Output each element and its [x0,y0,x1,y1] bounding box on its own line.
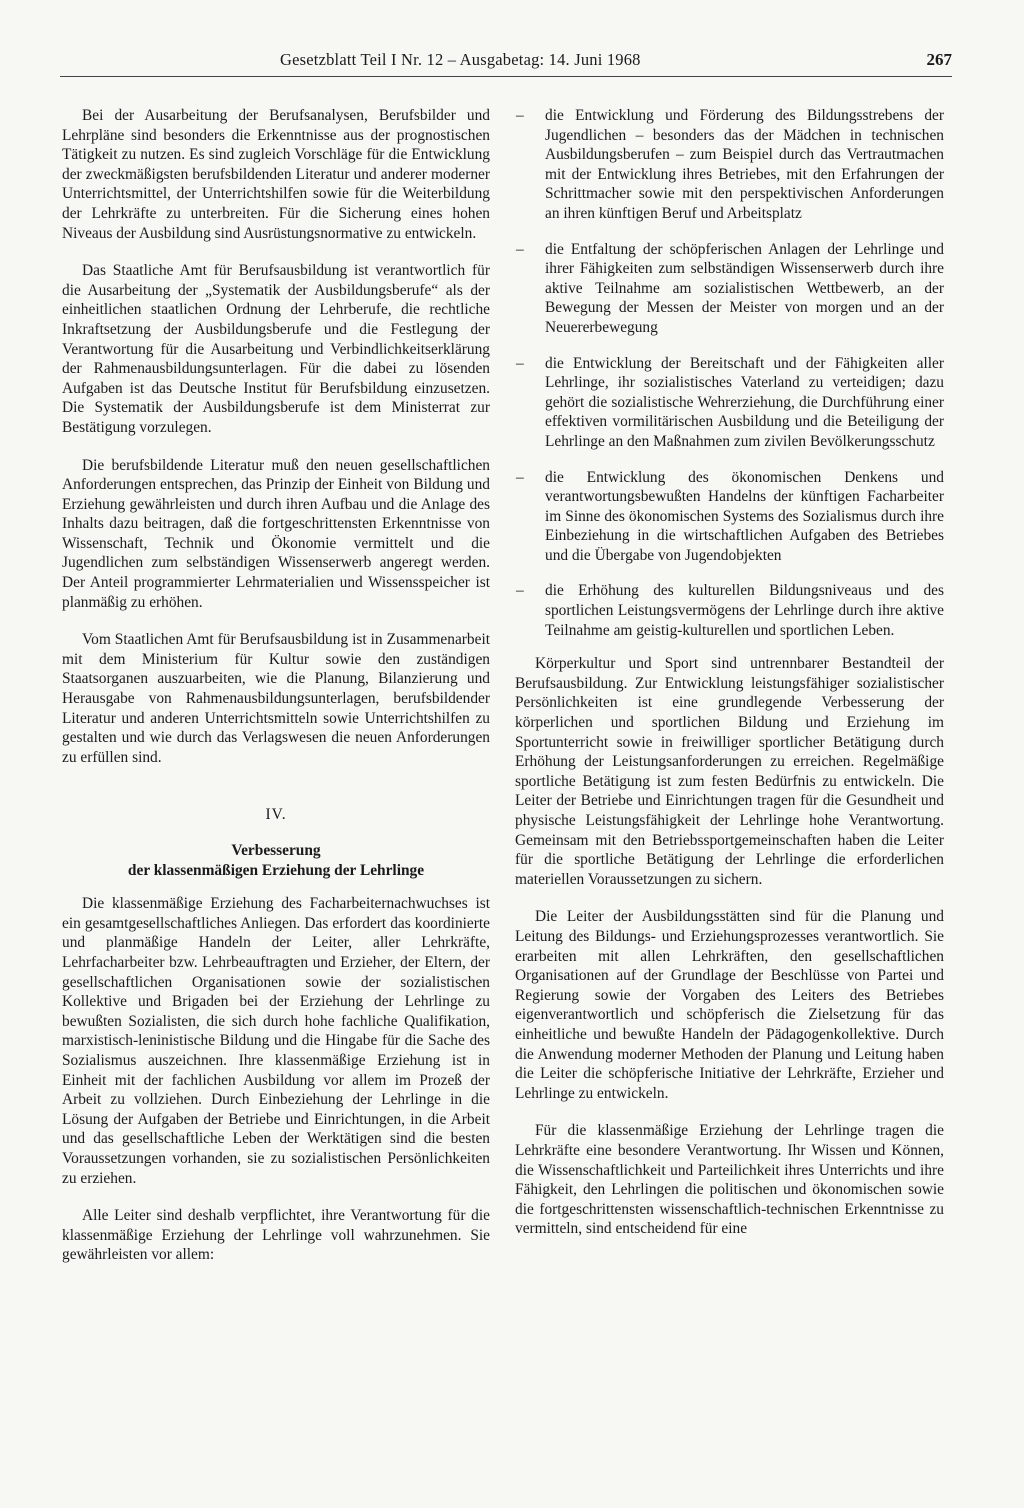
dash-bullet: – [516,354,524,372]
list-item [515,354,944,452]
right-column [515,106,944,1239]
dash-bullet: – [516,107,524,124]
dash-list [515,106,944,640]
section-number: IV. [265,806,287,824]
paragraph: Die klassenmäßige Erziehung des Facharbeiternachwuchses ist ein gesamtgesellschaftliches Anliegen. Das erfordert das koordinierte und planmäßige Handeln der Leiter, aller Lehrkräfte, Lehrfacharbeiter bzw. Lehrbeauftragten und Erzieher, der Eltern, der gesellschaftlichen Organisationen sowie der sozialistischen Kollektive und Brigaden bei der Erziehung der Lehrlinge zu bewußten Sozialisten, die sich durch hohe fachliche Qualifikation, marxistisch-leninistische Bildung und die Hingabe für die Sache des Sozialismus auszeichnen. Ihre klassenmäßige Erziehung ist in Einheit mit der fachlichen Ausbildung vor allem im Prozeß der Arbeit zu vollziehen. Durch Einbeziehung der Lehrlinge in die Lösung der Aufgaben der Betriebe und Einrichtungen, in die Arbeit und das gesellschaftliche Leben der Werktätigen sind die besten Voraussetzungen vorhanden, sie zu sozialistischen Persönlichkeiten zu erziehen. [62,895,490,1187]
dash-bullet: – [516,240,524,258]
section-title-line: der klassenmäßigen Erziehung der Lehrlinge [127,861,425,879]
section-title-line: Verbesserung [231,842,321,859]
list-item [515,581,944,640]
page-number: 267 [926,50,952,69]
page-header [60,50,952,77]
list-item-text: die Entfaltung der schöpferischen Anlagen der Lehrlinge und ihrer Fähigkeiten zum selbständigen Wissenserwerb durch ihre aktive Teilnahme am sozialistischen Wettbewerb, an der Bewegung der Messen der Meister von morgen und an der Neuererbewegung [545,240,944,336]
paragraph: Die Leiter der Ausbildungsstätten sind für die Planung und Leitung des Bildungs- und Erziehungsprozesses verantwortlich. Sie erarbeiten mit allen Lehrkräften, den gesellschaftlichen Organisationen auf der Grundlage der Beschlüsse von Partei und Regierung sowie der Vorgaben des Leiters des Betriebes eigenverantwortlich und schöpferisch die Zielsetzung für das einheitliche und bewußte Handeln der Pädagogenkollektive. Durch die Anwendung moderner Methoden der Planung und Leitung haben die Leiter die schöpferische Initiative der Lehrkräfte, Erzieher und Lehrlinge zu entwickeln. [515,908,944,1102]
paragraph: Das Staatliche Amt für Berufsausbildung ist verantwortlich für die Ausarbeitung der „Systematik der Ausbildungsberufe“ als der einheitlichen staatlichen Ordnung der Lehrberufe, die rechtliche Inkraftsetzung der Ausbildungsberufe und die Festlegung der Verantwortung für die Ausarbeitung und Verbindlichkeitserklärung der Rahmenausbildungsunterlagen. Für die dabei zu lösenden Aufgaben ist das Deutsche Institut für Berufsbildung einzusetzen. Die Systematik der Ausbildungsberufe ist dem Ministerrat zur Bestätigung vorzulegen. [62,262,490,436]
list-item [515,468,944,566]
paragraph: Bei der Ausarbeitung der Berufsanalysen, Berufsbilder und Lehrpläne sind besonders die Erkenntnisse aus der prognostischen Tätigkeit zu nutzen. Es sind zugleich Vorschläge für die Entwicklung der zweckmäßigsten berufsbildenden Literatur und anderer moderner Unterrichtsmittel, der Unterrichtshilfen sowie für die Weiterbildung der Lehrkräfte zu unterbreiten. Für die Sicherung eines hohen Niveaus der Ausbildung sind Ausrüstungsnormative zu entwickeln. [62,107,490,242]
list-item [515,106,944,224]
list-item-text: die Entwicklung des ökonomischen Denkens und verantwortungsbewußten Handelns der künftigen Facharbeiter im Sinne des ökonomischen Systems des Sozialismus durch ihre Einbeziehung in die wirtschaftlichen Aufgaben des Betriebes und die Übergabe von Jugendobjekten [545,468,944,564]
dash-bullet: – [516,582,524,600]
list-item-text: die Entwicklung und Förderung des Bildungsstrebens der Jugendlichen – besonders das der Mädchen in technischen Ausbildungsberufen – zum Beispiel durch das Vertrautmachen mit der Entwicklung ihres Betriebes, mit den Erfahrungen der Schrittmacher sowie mit den perspektivischen Anforderungen an ihren künftigen Beruf und Arbeitsplatz [545,107,944,222]
section-title [62,841,490,880]
paragraph: Für die klassenmäßige Erziehung der Lehrlinge tragen die Lehrkräfte eine besondere Verantwortung. Ihr Wissen und Können, die Wissenschaftlichkeit und Parteilichkeit ihres Unterrichts und ihre Fähigkeit, den Lehrlingen die politischen und ökonomischen sowie die fortgeschrittensten wissenschaftlich-technischen Erkenntnisse zu vermitteln, sind entscheidend für eine [515,1122,944,1238]
dash-bullet: – [516,468,524,486]
list-item [515,240,944,338]
paragraph: Alle Leiter sind deshalb verpflichtet, ihre Verantwortung für die klassenmäßige Erziehung der Lehrlinge voll wahrzunehmen. Sie gewährleisten vor allem: [62,1207,490,1264]
header-title: Gesetzblatt Teil I Nr. 12 – Ausgabetag: 14. Juni 1968 [280,50,641,69]
list-item-text: die Entwicklung der Bereitschaft und der Fähigkeiten aller Lehrlinge, ihr sozialistisches Vaterland zu verteidigen; dazu gehört die sozialistische Wehrerziehung, die Durchführung einer effektiven vormilitärischen Ausbildung und die Beteiligung der Lehrlinge an den Maßnahmen zum zivilen Bevölkerungsschutz [545,354,944,450]
paragraph: Die berufsbildende Literatur muß den neuen gesellschaftlichen Anforderungen entsprechen, das Prinzip der Einheit von Bildung und Erziehung gewährleisten und durch ihren Aufbau und die Anlage des Inhalts dazu beitragen, daß die fortgeschrittensten Erkenntnisse von Wissenschaft, Technik und Ökonomie vermittelt und die Jugendlichen zum selbständigen Wissenserwerb angeregt werden. Der Anteil programmierter Lehrmaterialien und Wissensspeicher ist planmäßig zu erhöhen. [62,456,490,611]
paragraph: Vom Staatlichen Amt für Berufsausbildung ist in Zusammenarbeit mit dem Ministerium für Kultur sowie den zuständigen Staatsorganen auszuarbeiten, wie die Planung, Bilanzierung und Herausgabe von Rahmenausbildungsunterlagen, berufsbildender Literatur und anderen Unterrichtsmitteln sowie Unterrichtshilfen zu gestalten und wie durch das Verlagswesen die neuen Anforderungen zu erfüllen sind. [62,631,490,766]
paragraph: Körperkultur und Sport sind untrennbarer Bestandteil der Berufsausbildung. Zur Entwicklung leistungsfähiger sozialistischer Persönlichkeiten ist eine grundlegende Verbesserung der körperlichen und sportlichen Bildung und Erziehung im Sportunterricht sowie in freiwilliger sportlicher Betätigung durch Erhöhung der Leistungsanforderungen zu erreichen. Regelmäßige sportliche Betätigung ist zum festen Bedürfnis zu entwickeln. Die Leiter der Betriebe und Einrichtungen tragen für die Gesundheit und physische Leistungsfähigkeit der Lehrlinge hohe Verantwortung. Gemeinsam mit den Betriebssportgemeinschaften haben die Leiter für die sportliche Betätigung der Lehrlinge die erforderlichen materiellen Voraussetzungen zu sichern. [515,655,944,888]
left-column [62,106,490,1265]
list-item-text: die Erhöhung des kulturellen Bildungsniveaus und des sportlichen Leistungsvermögens der Lehrlinge durch ihre aktive Teilnahme am geistig-kulturellen und sportlichen Leben. [545,582,944,639]
